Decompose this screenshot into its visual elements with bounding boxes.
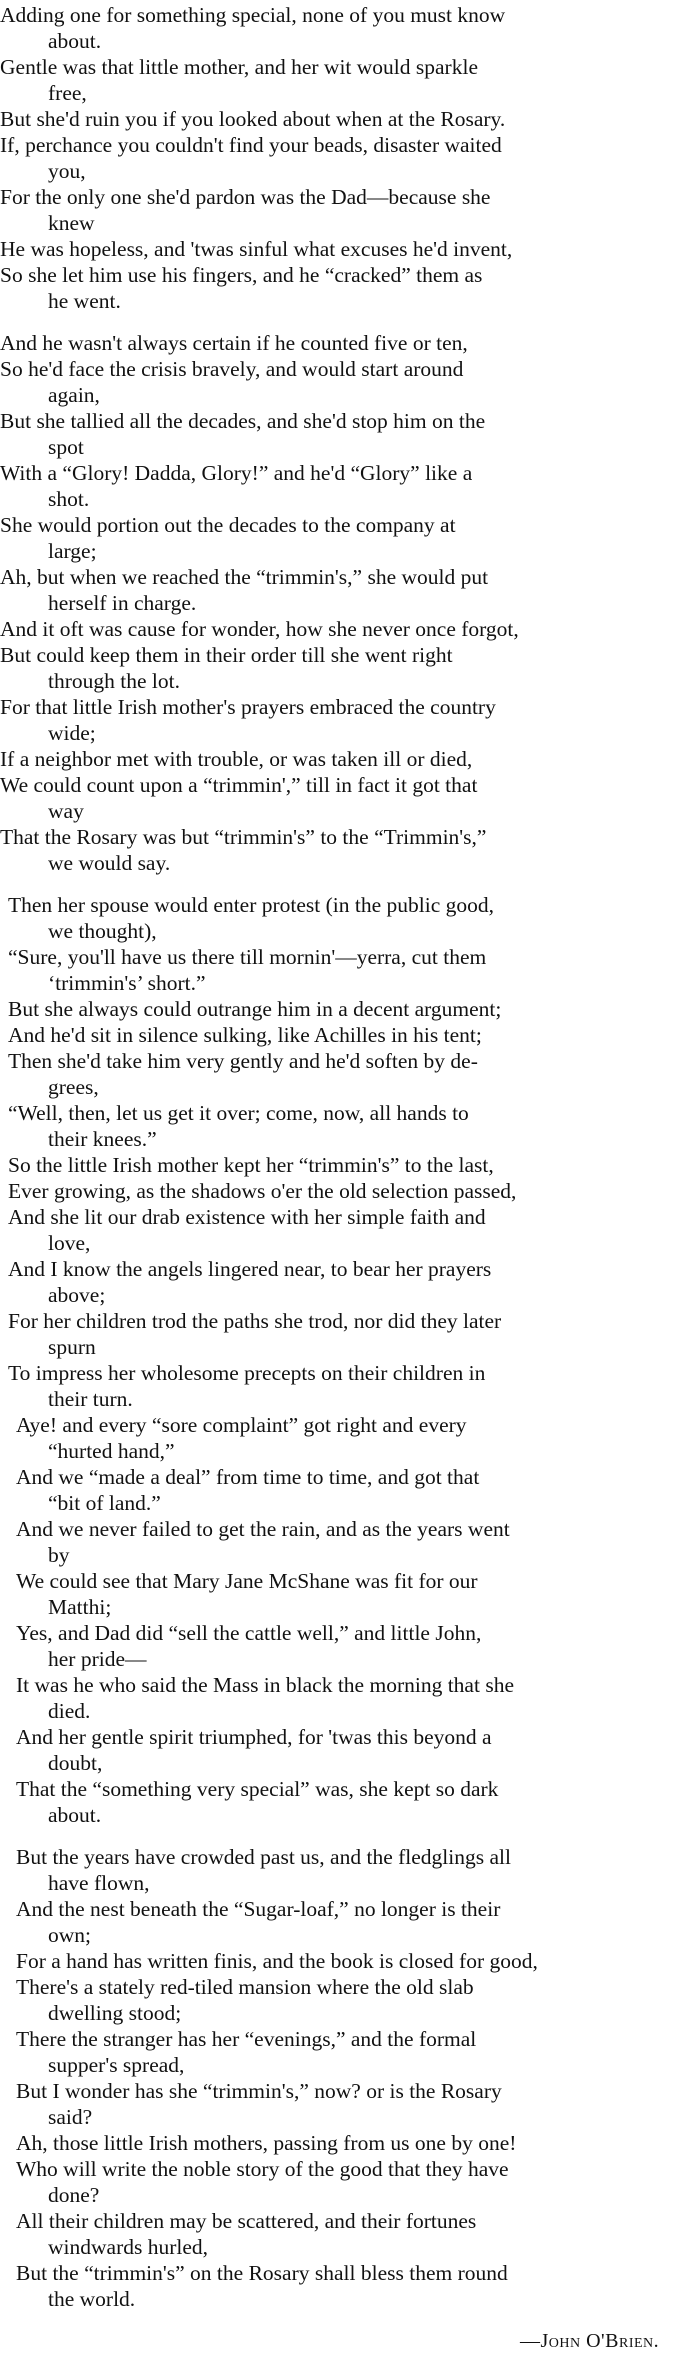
poem-line: wide; xyxy=(48,721,96,745)
poem-line: But the “trimmin's” on the Rosary shall bless them round xyxy=(16,2261,508,2285)
poem-line: said? xyxy=(48,2105,93,2129)
poem-line: But I wonder has she “trimmin's,” now? or is the Rosary xyxy=(16,2079,502,2103)
poem-line: way xyxy=(48,799,84,823)
poem-line: their knees.” xyxy=(48,1127,157,1151)
poem-line: For a hand has written finis, and the book is closed for good, xyxy=(16,1949,538,1973)
poem-line: And we “made a deal” from time to time, and got that xyxy=(16,1465,480,1489)
poem-line: But could keep them in their order till she went right xyxy=(0,643,453,667)
poem-line: We could count upon a “trimmin',” till in fact it got that xyxy=(0,773,478,797)
poem-line: We could see that Mary Jane McShane was fit for our xyxy=(16,1569,478,1593)
poem-line: “bit of land.” xyxy=(48,1491,161,1515)
poem-line: “Sure, you'll have us there till mornin'—yerra, cut them xyxy=(8,945,487,969)
poem-line: dwelling stood; xyxy=(48,2001,182,2025)
poem-line: It was he who said the Mass in black the morning that she xyxy=(16,1673,514,1697)
poem-line: And he'd sit in silence sulking, like Achilles in his tent; xyxy=(8,1023,482,1047)
poem-line: So the little Irish mother kept her “trimmin's” to the last, xyxy=(8,1153,494,1177)
poem-line: But the years have crowded past us, and the fledglings all xyxy=(16,1845,511,1869)
poem-line: Aye! and every “sore complaint” got right and every xyxy=(16,1413,467,1437)
poem-line: about. xyxy=(48,29,102,53)
poem-line: ‘trimmin's’ short.” xyxy=(48,971,206,995)
poem-line: above; xyxy=(48,1283,106,1307)
poem-line: shot. xyxy=(48,487,90,511)
poem-line: herself in charge. xyxy=(48,591,197,615)
poem-line: And I know the angels lingered near, to bear her prayers xyxy=(8,1257,492,1281)
poem-line: Who will write the noble story of the good that they have xyxy=(16,2157,509,2181)
poem-line: through the lot. xyxy=(48,669,180,693)
poem-line: we would say. xyxy=(48,851,171,875)
poem-line: the world. xyxy=(48,2287,136,2311)
poem-line: died. xyxy=(48,1699,91,1723)
poem-line: With a “Glory! Dadda, Glory!” and he'd “Glory” like a xyxy=(0,461,473,485)
poem-line: And he wasn't always certain if he counted five or ten, xyxy=(0,331,468,355)
poem-line: Ever growing, as the shadows o'er the old selection passed, xyxy=(8,1179,517,1203)
poem-line: She would portion out the decades to the company at xyxy=(0,513,456,537)
poem-line: He was hopeless, and 'twas sinful what excuses he'd invent, xyxy=(0,237,513,261)
poem-line: “hurted hand,” xyxy=(48,1439,175,1463)
poem-line: doubt, xyxy=(48,1751,103,1775)
poem-line: All their children may be scattered, and their fortunes xyxy=(16,2209,477,2233)
poem-line: done? xyxy=(48,2183,100,2207)
poem-line: There's a stately red-tiled mansion where the old slab xyxy=(16,1975,474,1999)
poem-line: Then her spouse would enter protest (in the public good, xyxy=(8,893,495,917)
poem-line: he went. xyxy=(48,289,121,313)
poem-line: For her children trod the paths she trod, nor did they later xyxy=(8,1309,502,1333)
poem-line: knew xyxy=(48,211,95,235)
poem-line: her pride— xyxy=(48,1647,147,1671)
poem-line: To impress her wholesome precepts on their children in xyxy=(8,1361,486,1385)
poem-line: by xyxy=(48,1543,70,1567)
poem-line: again, xyxy=(48,383,100,407)
poem-line: So he'd face the crisis bravely, and would start around xyxy=(0,357,464,381)
poem-line: spurn xyxy=(48,1335,96,1359)
poem-line: And we never failed to get the rain, and as the years went xyxy=(16,1517,510,1541)
poem-line: Gentle was that little mother, and her wit would sparkle xyxy=(0,55,478,79)
poem-line: That the “something very special” was, she kept so dark xyxy=(16,1777,499,1801)
poem-line: And she lit our drab existence with her simple faith and xyxy=(8,1205,486,1229)
poem-line: Ah, those little Irish mothers, passing from us one by one! xyxy=(16,2131,517,2155)
poem-line: If, perchance you couldn't find your beads, disaster waited xyxy=(0,133,502,157)
poem-line: large; xyxy=(48,539,97,563)
poem-line: grees, xyxy=(48,1075,99,1099)
poem-line: windwards hurled, xyxy=(48,2235,209,2259)
poem-line: spot xyxy=(48,435,84,459)
poem-line: For the only one she'd pardon was the Dad—because she xyxy=(0,185,491,209)
poem-line: supper's spread, xyxy=(48,2053,185,2077)
poem-line: Ah, but when we reached the “trimmin's,” she would put xyxy=(0,565,489,589)
poem-line: That the Rosary was but “trimmin's” to the “Trimmin's,” xyxy=(0,825,487,849)
poem-line: about. xyxy=(48,1803,102,1827)
poem-line: you, xyxy=(48,159,86,183)
poem-line: we thought), xyxy=(48,919,157,943)
poem-line: Yes, and Dad did “sell the cattle well,” and little John, xyxy=(16,1621,482,1645)
author-signature: —John O'Brien. xyxy=(520,2330,660,2352)
poem-line: Adding one for something special, none of you must know xyxy=(0,3,506,27)
poem-line: So she let him use his fingers, and he “cracked” them as xyxy=(0,263,483,287)
poem-line: And the nest beneath the “Sugar-loaf,” no longer is their xyxy=(16,1897,501,1921)
poem-line: love, xyxy=(48,1231,91,1255)
poem-line: free, xyxy=(48,81,87,105)
poem-line: But she'd ruin you if you looked about when at the Rosary. xyxy=(0,107,506,131)
poem-line: There the stranger has her “evenings,” and the formal xyxy=(16,2027,477,2051)
poem-line: For that little Irish mother's prayers embraced the country xyxy=(0,695,496,719)
poem-line: Matthi; xyxy=(48,1595,112,1619)
poem-line: If a neighbor met with trouble, or was taken ill or died, xyxy=(0,747,473,771)
poem-line: Then she'd take him very gently and he'd soften by de- xyxy=(8,1049,478,1073)
poem-line: But she always could outrange him in a decent argument; xyxy=(8,997,502,1021)
poem-line: have flown, xyxy=(48,1871,150,1895)
poem-line: And her gentle spirit triumphed, for 'twas this beyond a xyxy=(16,1725,492,1749)
poem-line: But she tallied all the decades, and she'd stop him on the xyxy=(0,409,486,433)
poem-line: “Well, then, let us get it over; come, now, all hands to xyxy=(8,1101,469,1125)
poem-line: own; xyxy=(48,1923,91,1947)
poem-line: And it oft was cause for wonder, how she never once forgot, xyxy=(0,617,519,641)
poem-line: their turn. xyxy=(48,1387,133,1411)
